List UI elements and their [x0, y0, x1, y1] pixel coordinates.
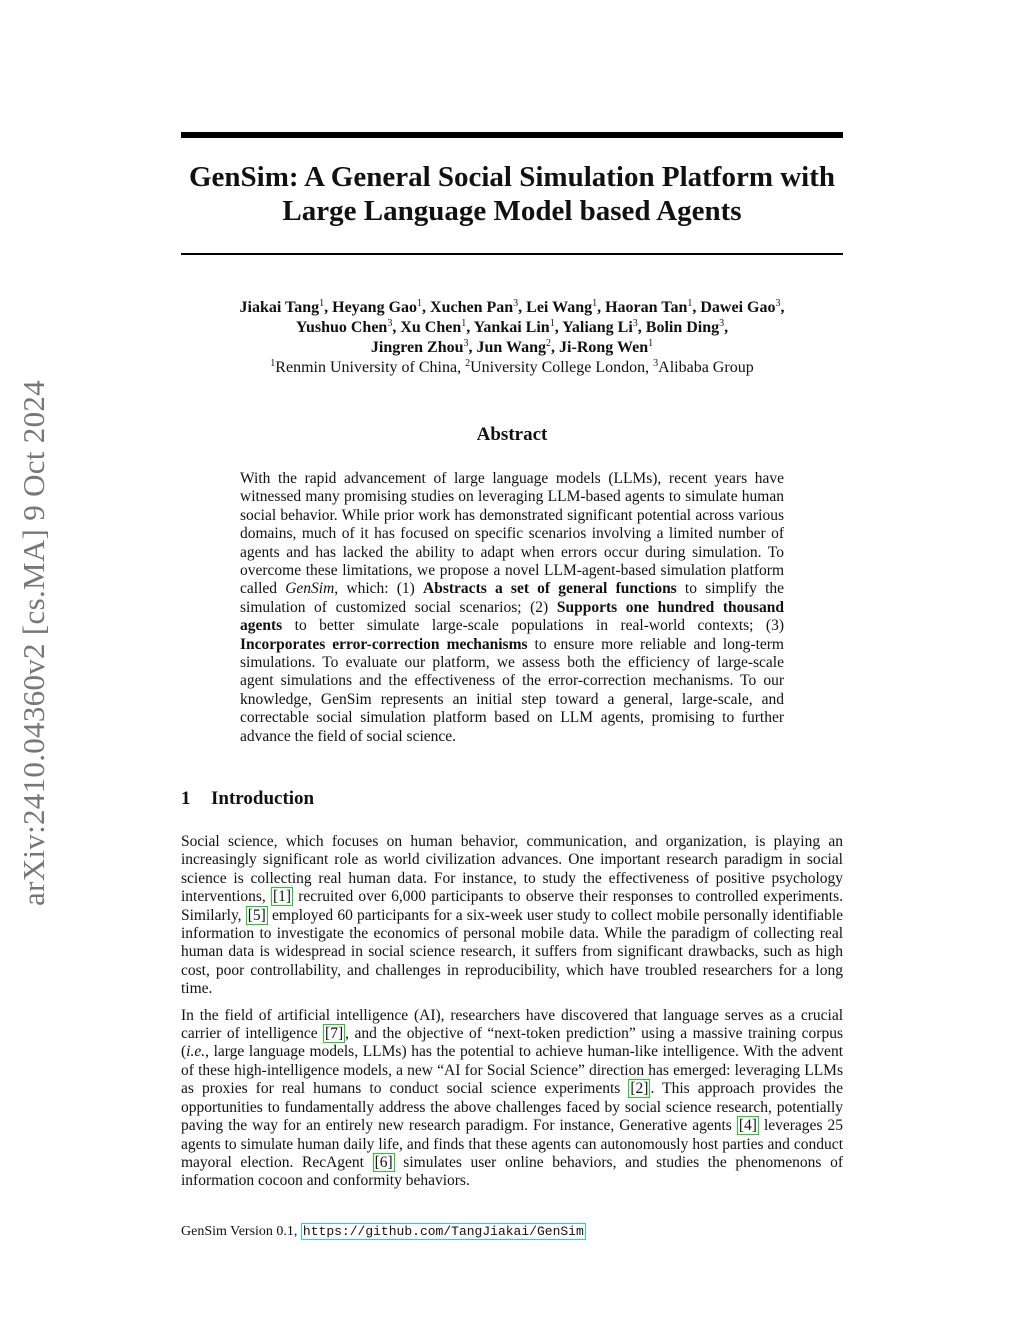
author: Jiakai Tang$^1$ — [239, 298, 325, 316]
author: Ji-Rong Wen$^1$ — [559, 338, 654, 356]
abstract-body: With the rapid advancement of large language models (LLMs), recent years have witnessed many promising studies on leveraging LLM-based agents to simulate human social behavior. While prior work has demonstrated significant potential across various domains, much of it has focused on specific scenarios involving a limited number of agents and has lacked the ability to adapt when errors occur during simulation. To overcome these limitations, we propose a novel LLM-agent-based simulation platform called GenSim, which: (1) Abstracts a set of general functions to simplify the simulation of customized social scenarios; (2) Supports one hundred thousand agents to better simulate large-scale populations in real-world contexts; (3) Incorporates error-correction mechanisms to ensure more reliable and long-term simulations. To evaluate our platform, we assess both the efficiency of large-scale agent simulations and the effectiveness of the error-correction mechanisms. To our knowledge, GenSim represents an initial step toward a general, large-scale, and correctable social simulation platform based on LLM agents, promising to further advance the field of social science. — [240, 470, 785, 745]
title-top-rule — [181, 132, 843, 138]
paragraph: Social science, which focuses on human behavior, communication, and organization, is playing an increasingly significant role as world civilization advances. One important research paradigm in social science is collecting real human data. For instance, to study the effectiveness of positive psychology interventions, [1] recruited over 6,000 participants to observe their responses to controlled experiments. Similarly, [5] employed 60 participants for a six-week user study to collect mobile personally identifiable information to investigate the economics of personal mobile data. While the paradigm of collecting real human data is widespread in social science research, it suffers from significant drawbacks, such as high cost, poor controllability, and challenges in reproducibility, which have troubled researchers for a long time. — [181, 833, 844, 998]
citation-link[interactable]: [5] — [247, 906, 266, 924]
title-line-2: Large Language Model based Agents — [282, 195, 742, 227]
paragraph: In the field of artificial intelligence (AI), researchers have discovered that language serves as a crucial carrier of intelligence [7] , and the objective of “next-token prediction” using a massive training corpus (i.e., large language models, LLMs) has the potential to achieve human-like intelligence. With the advent of these high-intelligence models, a new “AI for Social Science” direction has emerged: leveraging LLMs as proxies for real humans to conduct social science experiments [2] . This approach provides the opportunities to fundamentally address the above challenges faced by social science research, potentially paving the way for an entirely new research paradigm. For instance, Generative agents [4] leverages 25 agents to simulate human daily life, and finds that these agents can autonomously host parties and conduct mayoral election. RecAgent [6] simulates user online behaviors, and studies the phenomenons of information cocoon and conformity behaviors. — [181, 1006, 843, 1190]
footnote: GenSim Version 0.1, https://github.com/TangJiakai/GenSim — [181, 1224, 584, 1239]
author: Haoran Tan$^1$ — [605, 298, 693, 316]
arxiv-identifier-sidebar — [6, 355, 62, 930]
title-bottom-rule — [181, 253, 843, 255]
section-heading-introduction: 1 Introduction — [181, 788, 315, 809]
github-url-link[interactable]: https://github.com/TangJiakai/GenSim — [302, 1224, 584, 1239]
affiliations: $^1$Renmin University of China, $^2$University College London, $^3$Alibaba Group — [270, 358, 754, 376]
citation-link[interactable]: [2] — [630, 1080, 649, 1098]
author: Heyang Gao$^1$ — [332, 298, 423, 316]
author: Yushuo Chen$^3$ — [295, 318, 393, 336]
author: Yaliang Li$^3$ — [562, 318, 638, 336]
author: Dawei Gao$^3$ — [700, 298, 781, 316]
author: Jingren Zhou$^3$ — [370, 338, 469, 356]
citation-link[interactable]: [7] — [325, 1025, 344, 1043]
abstract-heading: Abstract — [476, 424, 548, 445]
citation-link[interactable]: [1] — [272, 888, 292, 906]
paper-title — [181, 160, 843, 228]
author-list: Jiakai Tang$^1$, Heyang Gao$^1$, Xuchen Pan$^3$, Lei Wang$^1$, Haoran Tan$^1$, Dawei Gao$^3$, Yushuo Chen$^3$, Xu Chen$^1$, Yankai Lin$^1$, Yaliang Li$^3$, Bolin Ding$^3$, Jingren Zhou$^3$, Jun Wang$^2$, Ji-Rong Wen$^1$ — [239, 298, 785, 356]
citation-link[interactable]: [6] — [374, 1153, 393, 1171]
author: Yankai Lin$^1$ — [473, 318, 555, 336]
author: Xuchen Pan$^3$ — [430, 298, 519, 316]
author: Xu Chen$^1$ — [400, 318, 467, 336]
title-line-1: GenSim: A General Social Simulation Platform with — [188, 161, 836, 193]
author: Jun Wang$^2$ — [476, 338, 552, 356]
author: Lei Wang$^1$ — [526, 298, 598, 316]
author: Bolin Ding$^3$ — [645, 318, 725, 336]
arxiv-id: arXiv:2410.04360v2 [cs.MA] 9 Oct 2024 — [16, 379, 51, 906]
citation-link[interactable]: [4] — [738, 1117, 757, 1135]
introduction-body — [181, 833, 843, 1199]
